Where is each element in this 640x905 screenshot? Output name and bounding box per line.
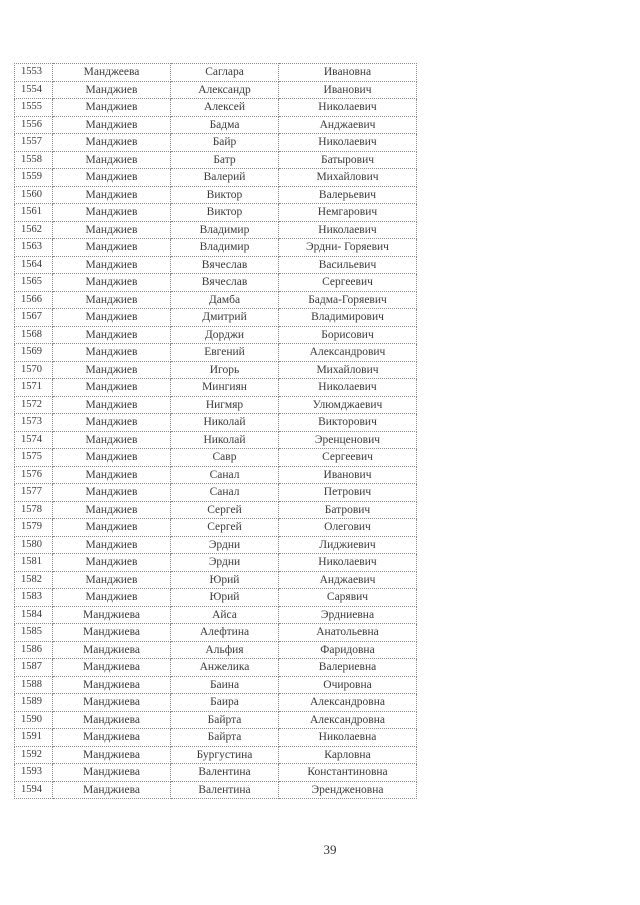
table-row	[15, 694, 417, 712]
first-name-cell: Бадма	[171, 116, 279, 134]
surname-cell: Манджиев	[53, 379, 171, 397]
surname-cell: Манджиев	[53, 186, 171, 204]
patronymic-cell: Эрендженовна	[279, 781, 417, 799]
row-number-cell: 1572	[15, 396, 53, 414]
first-name-cell: Евгений	[171, 344, 279, 362]
surname-cell: Манджиев	[53, 326, 171, 344]
first-name-cell: Сергей	[171, 501, 279, 519]
surname-cell: Манджиев	[53, 414, 171, 432]
first-name-cell: Дмитрий	[171, 309, 279, 327]
patronymic-cell: Константиновна	[279, 764, 417, 782]
row-number-cell: 1555	[15, 99, 53, 117]
first-name-cell: Валентина	[171, 781, 279, 799]
row-number-cell: 1571	[15, 379, 53, 397]
surname-cell: Манджиев	[53, 116, 171, 134]
first-name-cell: Айса	[171, 606, 279, 624]
row-number-cell: 1591	[15, 729, 53, 747]
patronymic-cell: Бадма-Горяевич	[279, 291, 417, 309]
row-number-cell: 1574	[15, 431, 53, 449]
surname-cell: Манджиев	[53, 151, 171, 169]
row-number-cell: 1559	[15, 169, 53, 187]
first-name-cell: Байр	[171, 134, 279, 152]
patronymic-cell: Анджаевич	[279, 571, 417, 589]
patronymic-cell: Николаевич	[279, 221, 417, 239]
row-number-cell: 1580	[15, 536, 53, 554]
patronymic-cell: Эрдниевна	[279, 606, 417, 624]
surname-cell: Манджиев	[53, 589, 171, 607]
row-number-cell: 1565	[15, 274, 53, 292]
first-name-cell: Валерий	[171, 169, 279, 187]
row-number-cell: 1561	[15, 204, 53, 222]
table-row	[15, 361, 417, 379]
table-row	[15, 554, 417, 572]
table-row	[15, 326, 417, 344]
patronymic-cell: Валерьевич	[279, 186, 417, 204]
table-row	[15, 256, 417, 274]
patronymic-cell: Батырович	[279, 151, 417, 169]
first-name-cell: Сергей	[171, 519, 279, 537]
row-number-cell: 1564	[15, 256, 53, 274]
surname-cell: Манджиев	[53, 99, 171, 117]
first-name-cell: Валентина	[171, 764, 279, 782]
patronymic-cell: Улюмджаевич	[279, 396, 417, 414]
table-row	[15, 484, 417, 502]
first-name-cell: Юрий	[171, 571, 279, 589]
surname-cell: Манджиев	[53, 361, 171, 379]
table-row	[15, 151, 417, 169]
patronymic-cell: Александровна	[279, 694, 417, 712]
patronymic-cell: Иванович	[279, 466, 417, 484]
row-number-cell: 1590	[15, 711, 53, 729]
table-row	[15, 379, 417, 397]
patronymic-cell: Николаевна	[279, 729, 417, 747]
surname-cell: Манджиев	[53, 309, 171, 327]
table-row	[15, 606, 417, 624]
patronymic-cell: Фаридовна	[279, 641, 417, 659]
patronymic-cell: Александровна	[279, 711, 417, 729]
row-number-cell: 1586	[15, 641, 53, 659]
patronymic-cell: Борисович	[279, 326, 417, 344]
table-row	[15, 589, 417, 607]
surname-cell: Манджиев	[53, 484, 171, 502]
surname-cell: Манджиев	[53, 396, 171, 414]
table-row	[15, 781, 417, 799]
table-row	[15, 641, 417, 659]
first-name-cell: Баира	[171, 694, 279, 712]
first-name-cell: Байрта	[171, 729, 279, 747]
first-name-cell: Алефтина	[171, 624, 279, 642]
surname-cell: Манджиев	[53, 221, 171, 239]
patronymic-cell: Лиджиевич	[279, 536, 417, 554]
surname-cell: Манджиев	[53, 204, 171, 222]
patronymic-cell: Немгарович	[279, 204, 417, 222]
row-number-cell: 1588	[15, 676, 53, 694]
row-number-cell: 1589	[15, 694, 53, 712]
row-number-cell: 1562	[15, 221, 53, 239]
surname-cell: Манджиев	[53, 466, 171, 484]
row-number-cell: 1554	[15, 81, 53, 99]
first-name-cell: Савр	[171, 449, 279, 467]
surname-cell: Манджиев	[53, 554, 171, 572]
surname-cell: Манджиев	[53, 81, 171, 99]
table-row	[15, 431, 417, 449]
surname-cell: Манджиева	[53, 676, 171, 694]
table-row	[15, 291, 417, 309]
first-name-cell: Анжелика	[171, 659, 279, 677]
patronymic-cell: Очировна	[279, 676, 417, 694]
row-number-cell: 1568	[15, 326, 53, 344]
surname-cell: Манджиева	[53, 729, 171, 747]
row-number-cell: 1579	[15, 519, 53, 537]
row-number-cell: 1558	[15, 151, 53, 169]
table-row	[15, 449, 417, 467]
row-number-cell: 1575	[15, 449, 53, 467]
patronymic-cell: Анджаевич	[279, 116, 417, 134]
row-number-cell: 1563	[15, 239, 53, 257]
table-row	[15, 729, 417, 747]
patronymic-cell: Николаевич	[279, 99, 417, 117]
first-name-cell: Николай	[171, 414, 279, 432]
patronymic-cell: Михайлович	[279, 169, 417, 187]
table-row	[15, 186, 417, 204]
table-row	[15, 274, 417, 292]
table-row	[15, 414, 417, 432]
first-name-cell: Эрдни	[171, 554, 279, 572]
surname-cell: Манджиев	[53, 134, 171, 152]
patronymic-cell: Викторович	[279, 414, 417, 432]
row-number-cell: 1556	[15, 116, 53, 134]
table-row	[15, 536, 417, 554]
first-name-cell: Вячеслав	[171, 256, 279, 274]
surname-cell: Манджиев	[53, 239, 171, 257]
row-number-cell: 1593	[15, 764, 53, 782]
surname-cell: Манджиев	[53, 501, 171, 519]
row-number-cell: 1592	[15, 746, 53, 764]
table-row	[15, 396, 417, 414]
patronymic-cell: Николаевич	[279, 134, 417, 152]
surname-cell: Манджиева	[53, 781, 171, 799]
patronymic-cell: Сергеевич	[279, 449, 417, 467]
surname-cell: Манджиев	[53, 431, 171, 449]
patronymic-cell: Владимирович	[279, 309, 417, 327]
row-number-cell: 1573	[15, 414, 53, 432]
table-row	[15, 676, 417, 694]
surname-cell: Манджиев	[53, 256, 171, 274]
first-name-cell: Батр	[171, 151, 279, 169]
first-name-cell: Александр	[171, 81, 279, 99]
row-number-cell: 1583	[15, 589, 53, 607]
first-name-cell: Владимир	[171, 239, 279, 257]
surname-cell: Манджиева	[53, 624, 171, 642]
patronymic-cell: Карловна	[279, 746, 417, 764]
row-number-cell: 1566	[15, 291, 53, 309]
table-row	[15, 169, 417, 187]
patronymic-cell: Сарявич	[279, 589, 417, 607]
table-row	[15, 711, 417, 729]
row-number-cell: 1587	[15, 659, 53, 677]
surname-cell: Манджиева	[53, 641, 171, 659]
patronymic-cell: Эрдни- Горяевич	[279, 239, 417, 257]
patronymic-cell: Михайлович	[279, 361, 417, 379]
row-number-cell: 1582	[15, 571, 53, 589]
patronymic-cell: Петрович	[279, 484, 417, 502]
patronymic-cell: Николаевич	[279, 379, 417, 397]
names-table-body	[15, 64, 417, 799]
table-row	[15, 466, 417, 484]
row-number-cell: 1557	[15, 134, 53, 152]
first-name-cell: Дамба	[171, 291, 279, 309]
surname-cell: Манджиева	[53, 746, 171, 764]
surname-cell: Манджиев	[53, 274, 171, 292]
row-number-cell: 1581	[15, 554, 53, 572]
surname-cell: Манджиева	[53, 606, 171, 624]
table-row	[15, 116, 417, 134]
first-name-cell: Альфия	[171, 641, 279, 659]
patronymic-cell: Олегович	[279, 519, 417, 537]
table-row	[15, 239, 417, 257]
first-name-cell: Юрий	[171, 589, 279, 607]
row-number-cell: 1569	[15, 344, 53, 362]
first-name-cell: Баина	[171, 676, 279, 694]
page-number: 39	[323, 842, 337, 857]
first-name-cell: Владимир	[171, 221, 279, 239]
surname-cell: Манджиев	[53, 571, 171, 589]
surname-cell: Манджиев	[53, 169, 171, 187]
row-number-cell: 1567	[15, 309, 53, 327]
first-name-cell: Вячеслав	[171, 274, 279, 292]
row-number-cell: 1585	[15, 624, 53, 642]
patronymic-cell: Анатольевна	[279, 624, 417, 642]
patronymic-cell: Батрович	[279, 501, 417, 519]
row-number-cell: 1577	[15, 484, 53, 502]
patronymic-cell: Александрович	[279, 344, 417, 362]
row-number-cell: 1576	[15, 466, 53, 484]
first-name-cell: Алексей	[171, 99, 279, 117]
table-row	[15, 344, 417, 362]
first-name-cell: Игорь	[171, 361, 279, 379]
table-row	[15, 81, 417, 99]
first-name-cell: Николай	[171, 431, 279, 449]
first-name-cell: Саглара	[171, 64, 279, 82]
patronymic-cell: Николаевич	[279, 554, 417, 572]
patronymic-cell: Ивановна	[279, 64, 417, 82]
first-name-cell: Санал	[171, 466, 279, 484]
table-row	[15, 309, 417, 327]
table-row	[15, 64, 417, 82]
surname-cell: Манджиев	[53, 536, 171, 554]
table-row	[15, 134, 417, 152]
table-row	[15, 204, 417, 222]
surname-cell: Манджиева	[53, 764, 171, 782]
table-row	[15, 571, 417, 589]
table-row	[15, 764, 417, 782]
patronymic-cell: Эренценович	[279, 431, 417, 449]
patronymic-cell: Сергеевич	[279, 274, 417, 292]
patronymic-cell: Иванович	[279, 81, 417, 99]
surname-cell: Манджиев	[53, 449, 171, 467]
surname-cell: Манджеева	[53, 64, 171, 82]
surname-cell: Манджиев	[53, 519, 171, 537]
table-row	[15, 501, 417, 519]
table-row	[15, 659, 417, 677]
surname-cell: Манджиева	[53, 711, 171, 729]
surname-cell: Манджиев	[53, 291, 171, 309]
row-number-cell: 1560	[15, 186, 53, 204]
table-row	[15, 221, 417, 239]
row-number-cell: 1578	[15, 501, 53, 519]
first-name-cell: Виктор	[171, 186, 279, 204]
first-name-cell: Санал	[171, 484, 279, 502]
patronymic-cell: Васильевич	[279, 256, 417, 274]
surname-cell: Манджиев	[53, 344, 171, 362]
first-name-cell: Виктор	[171, 204, 279, 222]
first-name-cell: Бургустина	[171, 746, 279, 764]
names-table	[14, 63, 417, 799]
surname-cell: Манджиева	[53, 694, 171, 712]
surname-cell: Манджиева	[53, 659, 171, 677]
table-row	[15, 746, 417, 764]
first-name-cell: Мингиян	[171, 379, 279, 397]
first-name-cell: Байрта	[171, 711, 279, 729]
row-number-cell: 1584	[15, 606, 53, 624]
first-name-cell: Нигмяр	[171, 396, 279, 414]
first-name-cell: Эрдни	[171, 536, 279, 554]
row-number-cell: 1594	[15, 781, 53, 799]
table-row	[15, 624, 417, 642]
row-number-cell: 1570	[15, 361, 53, 379]
first-name-cell: Дорджи	[171, 326, 279, 344]
table-row	[15, 99, 417, 117]
table-row	[15, 519, 417, 537]
row-number-cell: 1553	[15, 64, 53, 82]
patronymic-cell: Валериевна	[279, 659, 417, 677]
